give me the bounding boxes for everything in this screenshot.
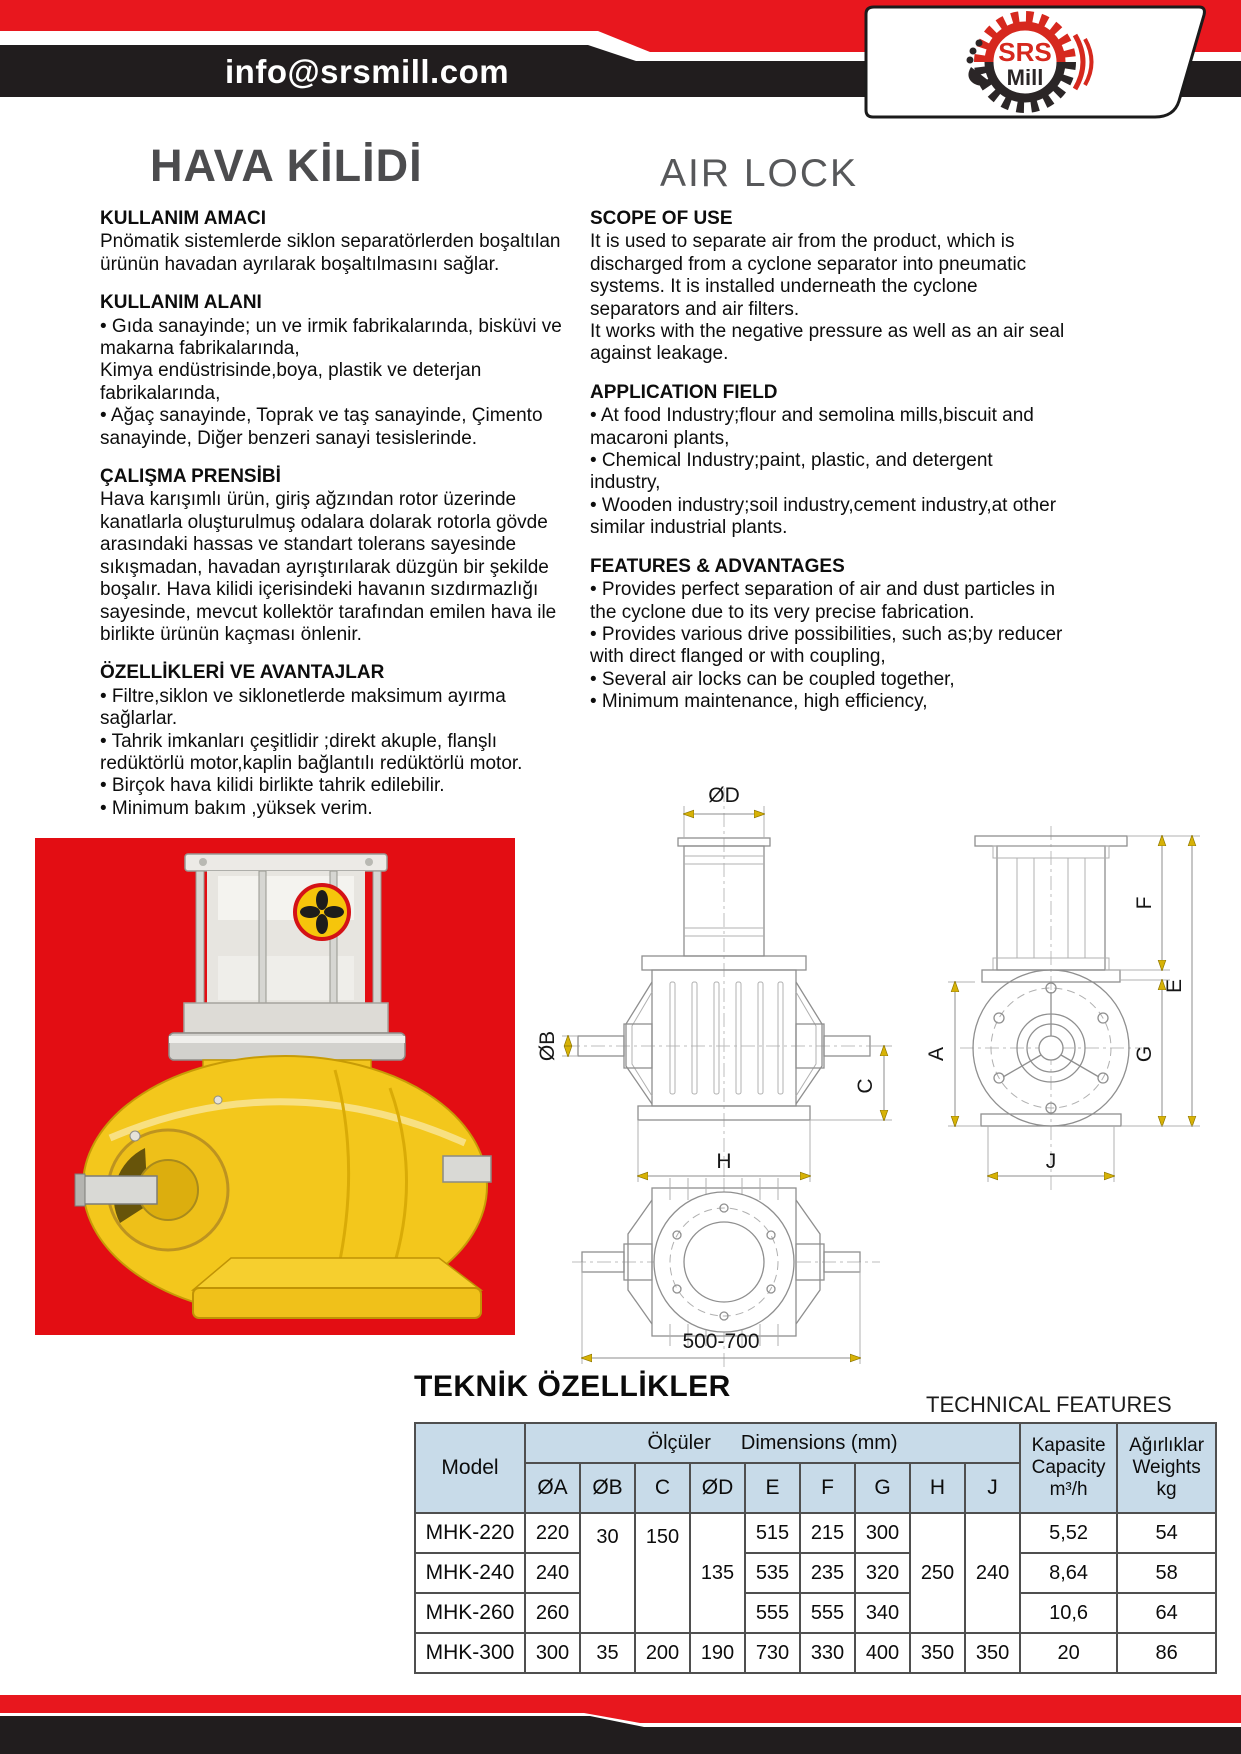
section-heading: KULLANIM AMACI (100, 208, 267, 229)
model-cell: MHK-240 (415, 1553, 525, 1593)
col-header-weights (1117, 1423, 1216, 1513)
section-gap (590, 540, 1068, 556)
col-header-dim: ØA (525, 1463, 580, 1513)
col-header-dim: E (745, 1463, 800, 1513)
dim-label-g: G (1133, 1045, 1156, 1063)
table-row (415, 1513, 1216, 1553)
footer-band (0, 1690, 1241, 1754)
section-gap (590, 366, 1068, 382)
table-row (415, 1593, 1216, 1633)
section-paragraph: • Provides perfect separation of air and dust particles in the cyclone due to its very precise fabrication. (590, 579, 1056, 623)
section-paragraph: • At food Industry;flour and semolina mills,biscuit and macaroni plants, (590, 405, 1034, 449)
table-title-turkish: TEKNİK ÖZELLİKLER (414, 1370, 731, 1403)
col-header-weights-line: Weights (1132, 1457, 1201, 1478)
section-heading: FEATURES & ADVANTAGES (590, 555, 845, 577)
section-gap (100, 276, 566, 292)
col-header-dim: H (910, 1463, 965, 1513)
logo-text-srs: SRS (998, 37, 1052, 67)
value-cell: 535 (745, 1553, 800, 1593)
email-text: info@srsmill.com (225, 53, 510, 90)
section-paragraph: • Ağaç sanayinde, Toprak ve taş sanayinde, Çimento sanayinde, Diğer benzeri sanayi tesislerinde. (100, 405, 543, 449)
col-header-dim: ØD (690, 1463, 745, 1513)
section-paragraph: • Several air locks can be coupled together, (590, 668, 955, 690)
table-row (415, 1633, 1216, 1673)
value-cell: 240 (525, 1553, 580, 1593)
section-heading: ÇALIŞMA PRENSİBİ (100, 466, 281, 488)
value-cell: 340 (855, 1593, 910, 1633)
value-cell: 8,64 (1020, 1553, 1117, 1593)
spec-table (414, 1422, 1217, 1674)
fan-sticker (295, 885, 349, 939)
model-cell: MHK-220 (415, 1513, 525, 1553)
col-header-weights-line: kg (1156, 1479, 1177, 1500)
value-cell: 86 (1117, 1633, 1216, 1673)
dim-label-h: H (716, 1150, 732, 1173)
section-paragraph: • Provides various drive possibilities, such as;by reducer with direct flanged or with coupling, (590, 623, 1063, 668)
value-cell: 10,6 (1020, 1593, 1117, 1633)
section-gap (100, 450, 566, 466)
value-cell: 200 (635, 1633, 690, 1673)
dim-label-c: C (854, 1078, 877, 1094)
value-cell: 300 (855, 1513, 910, 1553)
value-cell: 235 (800, 1553, 855, 1593)
col-header-dim: J (965, 1463, 1020, 1513)
dim-label-f: F (1133, 896, 1156, 910)
dim-label-span: 500-700 (682, 1330, 760, 1353)
section-paragraph: It is used to separate air from the product, which is discharged from a cyclone separator into pneumatic systems. It is installed underneath the cyclone separators and air filters. (590, 231, 1027, 320)
value-cell: 240 (965, 1513, 1020, 1633)
section-paragraph: • Wooden industry;soil industry,cement industry,at other similar industrial plants. (590, 494, 1057, 539)
page-title-turkish: HAVA KİLİDİ (150, 140, 423, 191)
value-cell: 54 (1117, 1513, 1216, 1553)
logo-text-mill: Mill (1006, 65, 1044, 90)
value-cell: 320 (855, 1553, 910, 1593)
dim-label-e: E (1163, 978, 1186, 994)
section-paragraph: • Minimum maintenance, high efficiency, (590, 691, 928, 713)
col-header-model: Model (415, 1423, 525, 1513)
value-cell: 135 (690, 1513, 745, 1633)
value-cell: 350 (910, 1633, 965, 1673)
col-header-capacity-line: Kapasite (1031, 1435, 1106, 1456)
model-cell: MHK-300 (415, 1633, 525, 1673)
value-cell: 730 (745, 1633, 800, 1673)
value-cell: 5,52 (1020, 1513, 1117, 1553)
section-paragraph: • Minimum bakım ,yüksek verim. (100, 797, 373, 819)
section-paragraph: • Filtre,siklon ve siklonetlerde maksimum ayırma sağlarlar. (100, 685, 506, 730)
value-cell: 555 (800, 1593, 855, 1633)
table-title-english: TECHNICAL FEATURES (926, 1392, 1172, 1417)
model-cell: MHK-260 (415, 1593, 525, 1633)
value-cell: 190 (690, 1633, 745, 1673)
section-paragraph: • Gıda sanayinde; un ve irmik fabrikalarında, bisküvi ve makarna fabrikalarında, (100, 315, 562, 360)
front-view (536, 784, 892, 1182)
dim-label-ob: ØB (536, 1030, 559, 1062)
col-header-dim: ØB (580, 1463, 635, 1513)
col-header-dimensions (525, 1423, 1020, 1463)
value-cell: 555 (745, 1593, 800, 1633)
value-cell: 220 (525, 1513, 580, 1553)
col-header-capacity (1020, 1423, 1117, 1513)
section-heading: SCOPE OF USE (590, 208, 733, 229)
dimensions-label-english: Dimensions (mm) (740, 1431, 898, 1454)
value-cell: 64 (1117, 1593, 1216, 1633)
col-header-dim: F (800, 1463, 855, 1513)
table-row (415, 1553, 1216, 1593)
section-paragraph: Hava karışımlı ürün, giriş ağzından rotor üzerinde kanatlarla oluşturulmuş odalara dolarak rotorla gövde arasındaki hassas ve standart tolerans sayesinde sıkışmadan, havadan ayrıştırılarak düzgün bir şekilde boşalır. Hava kilidi içerisindeki havanın sızdırmazlığı sayesinde, mevcut kollektör tarafından emilen hava ile birlikte ürünün kaçması önlenir. (100, 489, 557, 645)
section-paragraph: It works with the negative pressure as well as an air seal against leakage. (590, 321, 1065, 365)
value-cell: 300 (525, 1633, 580, 1673)
value-cell: 515 (745, 1513, 800, 1553)
col-header-capacity-line: m³/h (1049, 1479, 1088, 1500)
side-view (925, 826, 1200, 1190)
value-cell: 250 (910, 1513, 965, 1633)
col-header-weights-line: Ağırlıklar (1129, 1435, 1205, 1456)
section-paragraph: • Chemical Industry;paint, plastic, and detergent industry, (590, 450, 993, 494)
value-cell: 400 (855, 1633, 910, 1673)
column-turkish (100, 208, 566, 820)
section-paragraph: Pnömatik sistemlerde siklon separatörlerden boşaltılan ürünün havadan ayrılarak boşaltılmasını sağlar. (100, 231, 561, 275)
table-header-row (415, 1423, 1216, 1463)
top-view (572, 1178, 880, 1370)
dim-label-j: J (1045, 1150, 1057, 1173)
column-english (590, 208, 1068, 714)
col-header-capacity-line: Capacity (1031, 1457, 1106, 1478)
col-header-dim: G (855, 1463, 910, 1513)
value-cell: 330 (800, 1633, 855, 1673)
value-cell: 215 (800, 1513, 855, 1553)
page-title-english: AIR LOCK (660, 152, 859, 195)
section-paragraph: • Birçok hava kilidi birlikte tahrik edilebilir. (100, 775, 445, 797)
dimensions-label-turkish: Ölçüler (647, 1431, 711, 1454)
value-cell: 30 (580, 1513, 635, 1633)
dim-label-a: A (925, 1046, 948, 1062)
value-cell: 260 (525, 1593, 580, 1633)
section-paragraph: • Tahrik imkanları çeşitlidir ;direkt akuple, flanşlı redüktörlü motor,kaplin bağlantılı redüktörlü motor. (100, 730, 523, 774)
col-header-dim: C (635, 1463, 690, 1513)
value-cell: 350 (965, 1633, 1020, 1673)
brand-logo (863, 5, 1213, 123)
value-cell: 35 (580, 1633, 635, 1673)
section-paragraph: Kimya endüstrisinde,boya, plastik ve deterjan fabrikalarında, (100, 360, 482, 404)
product-photo (35, 838, 515, 1335)
value-cell: 58 (1117, 1553, 1216, 1593)
dim-label-od: ØD (708, 784, 740, 807)
section-gap (100, 646, 566, 662)
technical-drawing (520, 730, 1241, 1410)
value-cell: 20 (1020, 1633, 1117, 1673)
section-heading: KULLANIM ALANI (100, 292, 262, 314)
value-cell: 150 (635, 1513, 690, 1633)
section-heading: ÖZELLİKLERİ VE AVANTAJLAR (100, 662, 385, 684)
section-heading: APPLICATION FIELD (590, 381, 778, 403)
